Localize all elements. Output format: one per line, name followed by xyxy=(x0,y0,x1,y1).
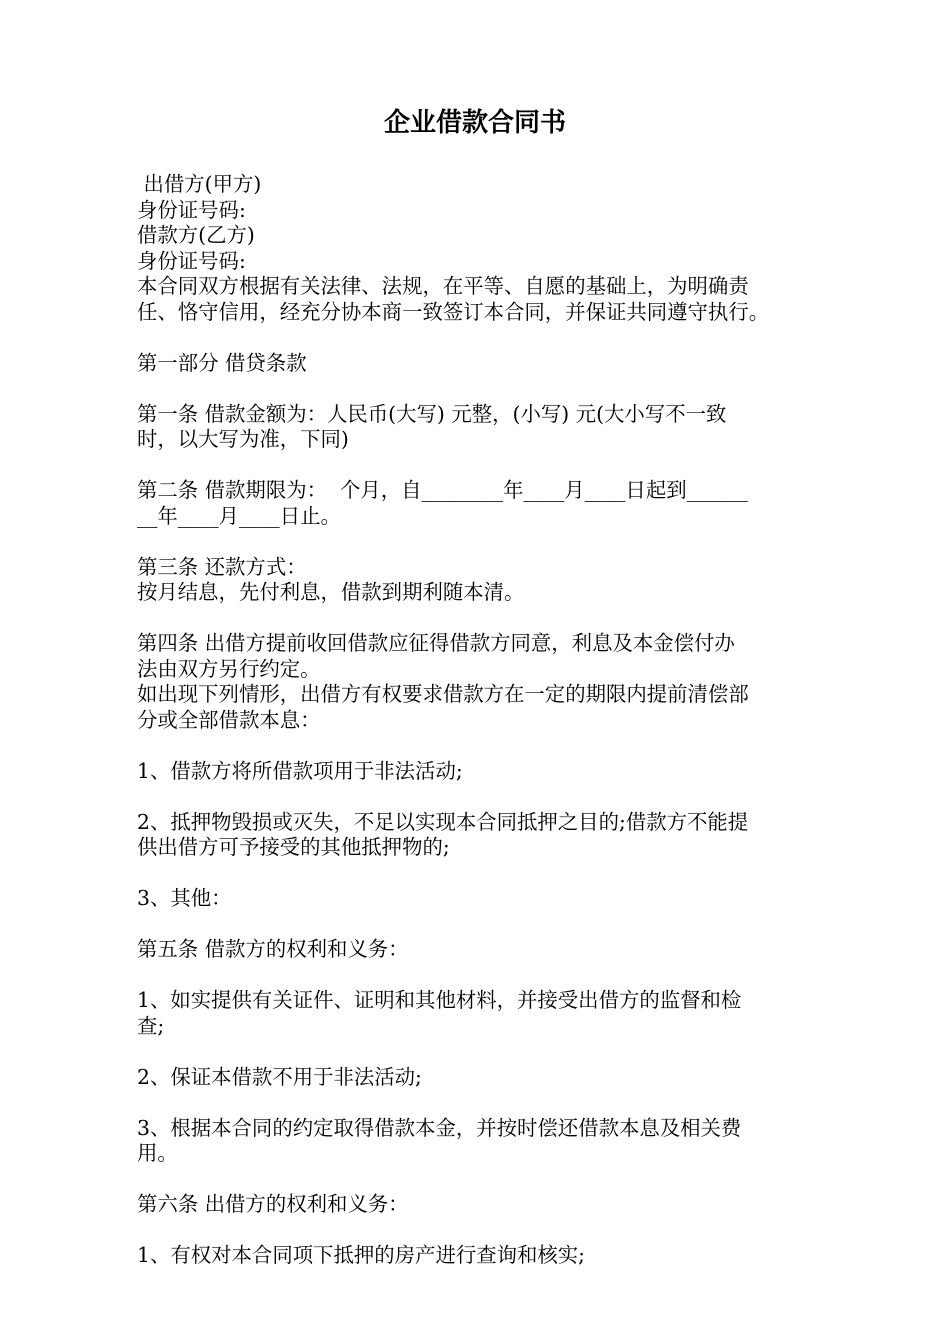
blank-line xyxy=(137,912,827,938)
blank-line xyxy=(137,1090,827,1116)
text-line: 任、恪守信用，经充分协本商一致签订本合同，并保证共同遵守执行。 xyxy=(137,299,770,324)
blank-line xyxy=(137,376,827,402)
blank-line xyxy=(137,1039,827,1065)
text-line: 用。 xyxy=(137,1141,178,1165)
text-line: 法由双方另行约定。 xyxy=(137,656,321,681)
text-line: 第二条 借款期限为： 个月，自________年____月____日起到______ xyxy=(137,478,748,502)
text-line: 身份证号码: xyxy=(137,197,246,222)
text-line: 身份证号码: xyxy=(137,248,246,273)
blank-line xyxy=(137,325,827,351)
text-line: 第四条 出借方提前收回借款应征得借款方同意，利息及本金偿付办 xyxy=(137,631,735,655)
blank-line xyxy=(137,1167,827,1193)
blank-line xyxy=(137,733,827,759)
text-line: 第六条 出借方的权利和义务： xyxy=(137,1192,409,1216)
text-line: 1、有权对本合同项下抵押的房产进行查询和核实; xyxy=(137,1243,586,1267)
text-line: 2、抵押物毁损或灭失，不足以实现本合同抵押之目的;借款方不能提 xyxy=(137,809,749,834)
text-line: 如出现下列情形，出借方有权要求借款方在一定的期限内提前清偿部 xyxy=(137,682,749,706)
blank-line xyxy=(137,784,827,810)
text-line: 2、保证本借款不用于非法活动; xyxy=(137,1064,422,1089)
text-line: 第一部分 借贷条款 xyxy=(137,350,307,375)
text-line: 出借方(甲方) xyxy=(137,172,262,196)
document-title: 企业借款合同书 xyxy=(383,108,566,138)
text-line: 分或全部借款本息： xyxy=(137,707,321,732)
blank-line xyxy=(137,1218,827,1244)
blank-line xyxy=(137,453,827,479)
text-line: 第一条 借款金额为：人民币(大写) 元整，(小写) 元(大小写不一致 xyxy=(137,401,727,426)
blank-line xyxy=(137,861,827,887)
text-line: 3、根据本合同的约定取得借款本金，并按时偿还借款本息及相关费 xyxy=(137,1115,742,1140)
text-line: 本合同双方根据有关法律、法规，在平等、自愿的基础上，为明确责 xyxy=(137,274,749,298)
blank-line xyxy=(137,963,827,989)
text-line: 查; xyxy=(137,1013,165,1038)
blank-line xyxy=(137,606,827,632)
text-line: 1、借款方将所借款项用于非法活动; xyxy=(137,758,463,783)
text-line: 第三条 还款方式： xyxy=(137,554,307,579)
text-line: 按月结息，先付利息，借款到期利随本清。 xyxy=(137,580,525,604)
text-line: 供出借方可予接受的其他抵押物的; xyxy=(137,835,450,859)
text-line: 第五条 借款方的权利和义务： xyxy=(137,937,409,961)
text-line: 1、如实提供有关证件、证明和其他材料，并接受出借方的监督和检 xyxy=(137,988,742,1012)
text-line: 借款方(乙方) xyxy=(137,223,255,247)
document-body xyxy=(137,172,827,1269)
text-line: 时，以大写为准，下同) xyxy=(137,427,349,451)
text-line: 3、其他： xyxy=(137,886,232,910)
text-line: __年____月____日止。 xyxy=(137,503,341,528)
blank-line xyxy=(137,529,827,555)
